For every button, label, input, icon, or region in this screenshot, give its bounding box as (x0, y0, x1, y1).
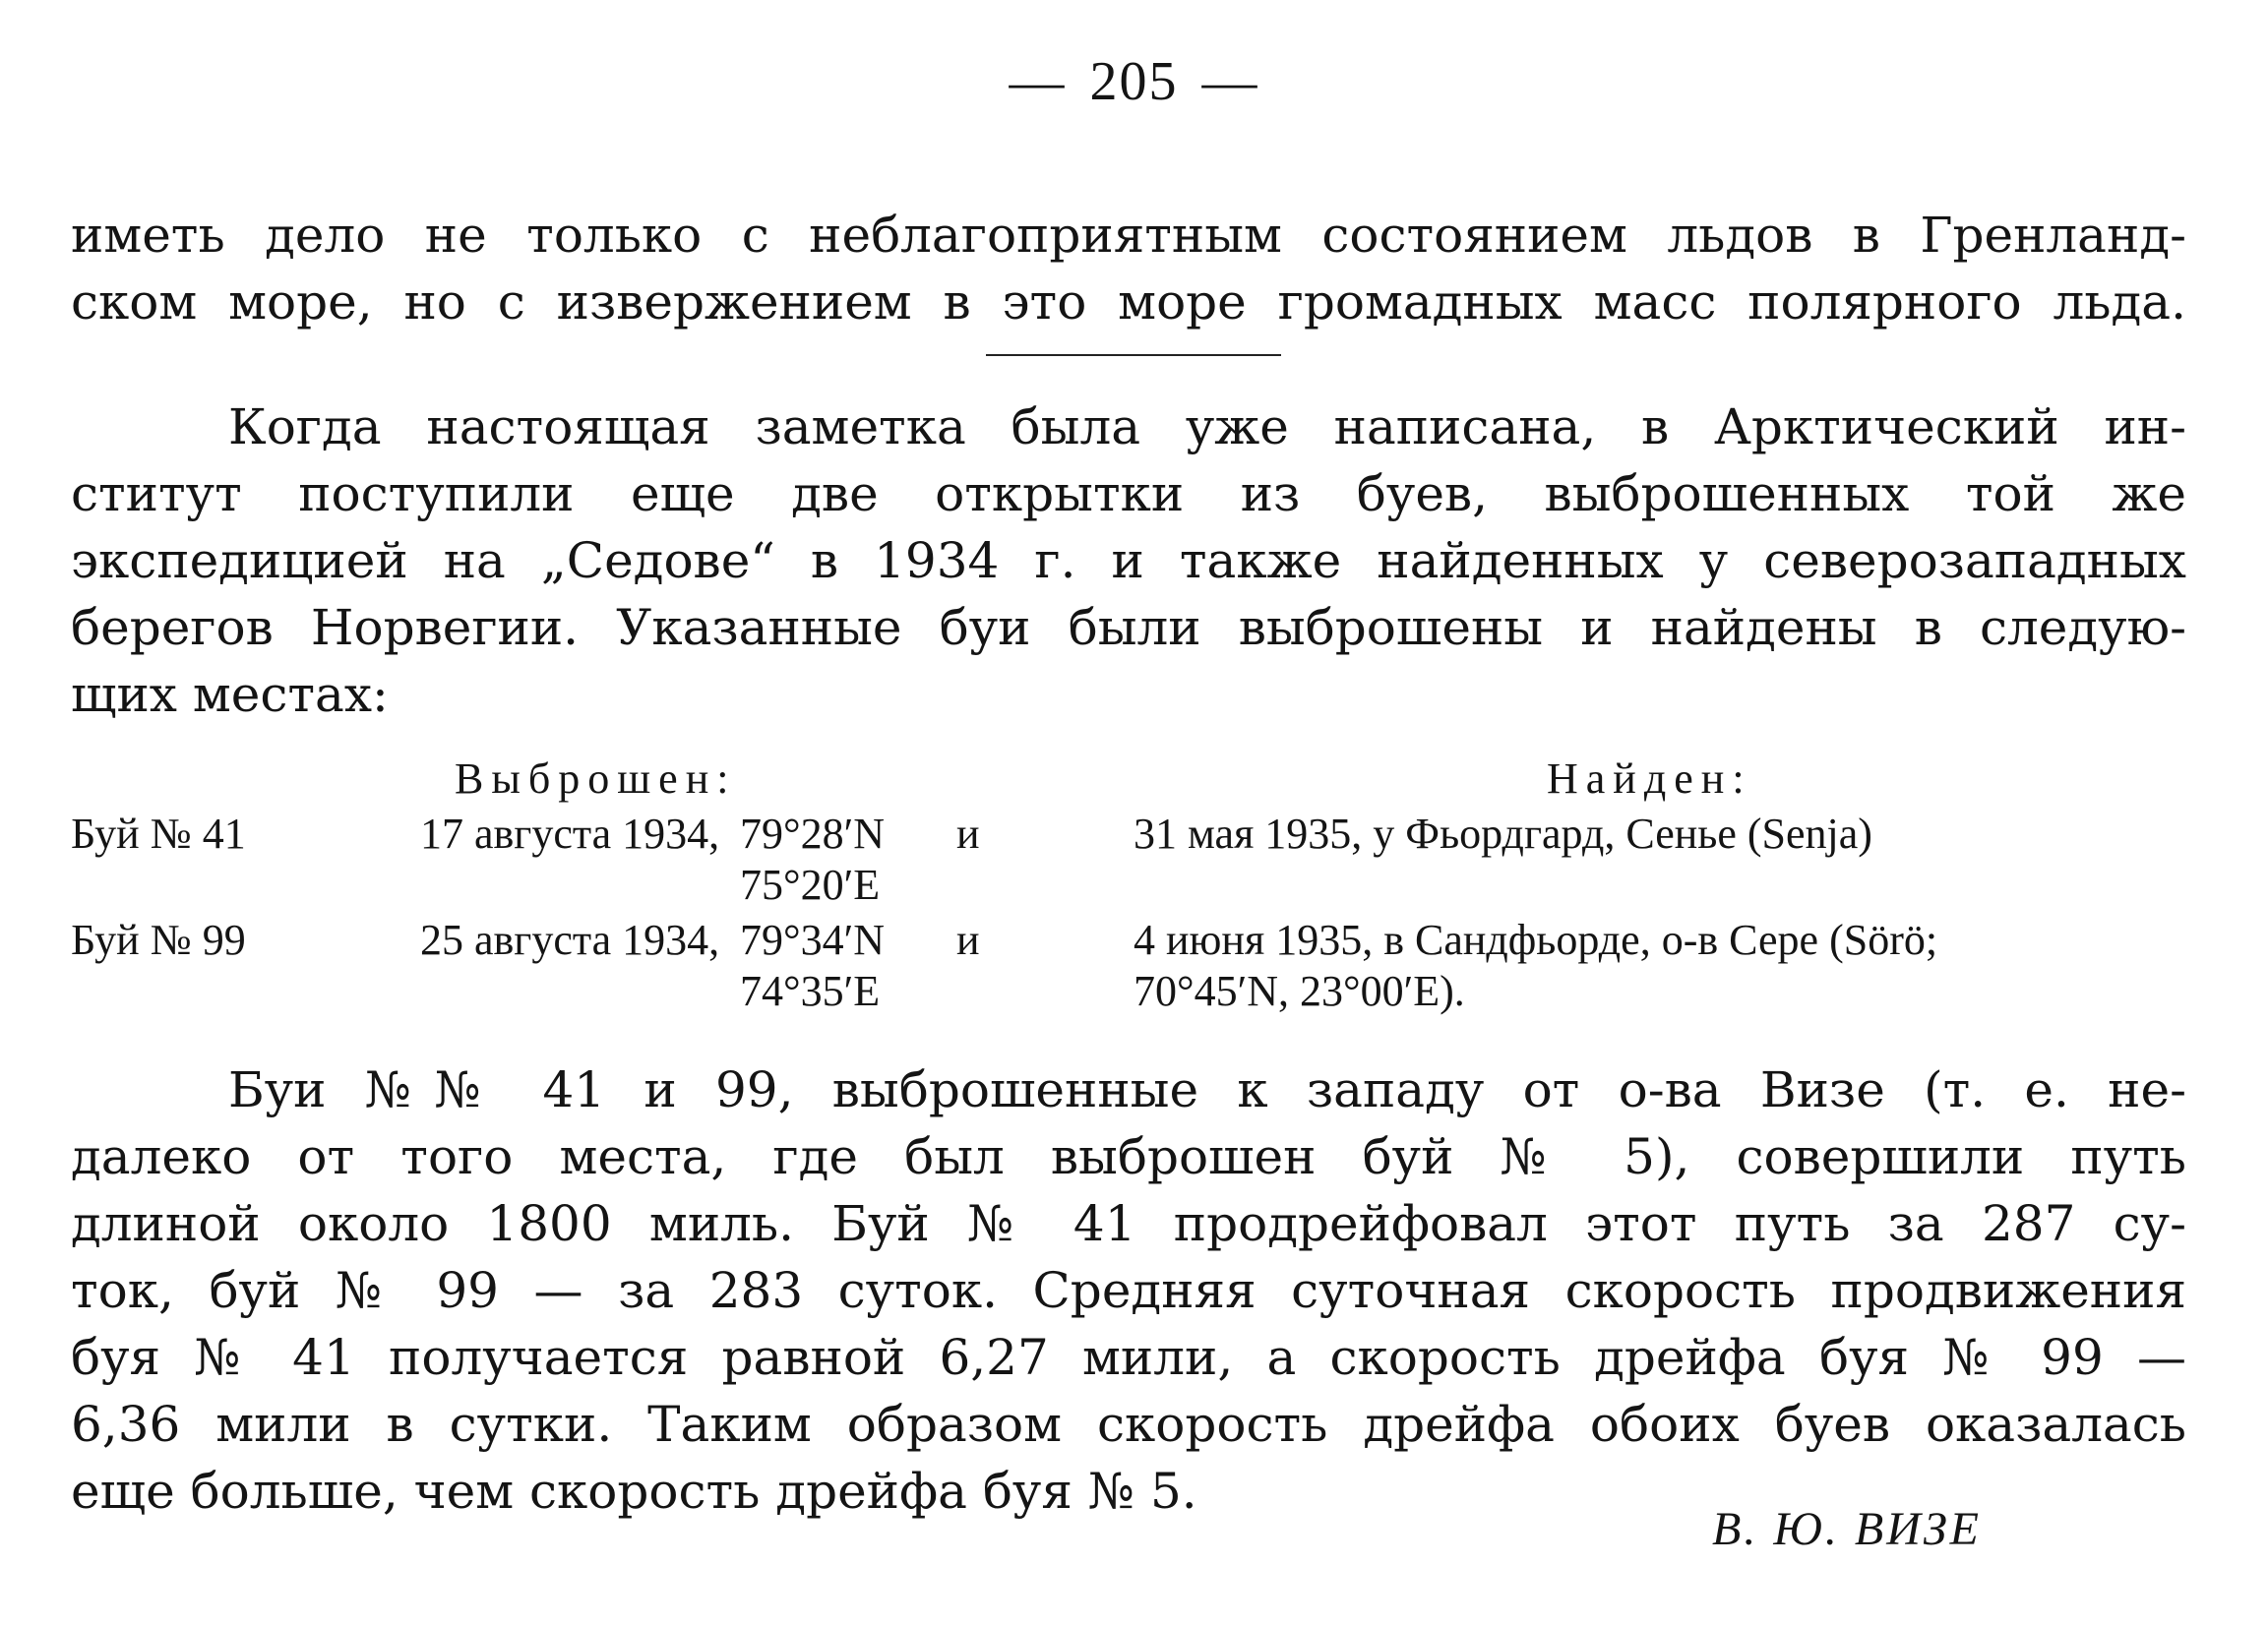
conjunction: и (956, 916, 980, 964)
header-dash-right: — (1201, 51, 1259, 112)
page-number: 205 (1089, 51, 1179, 112)
thrown-longitude: 75°20′E (740, 861, 881, 909)
table-row (71, 915, 2186, 1023)
section-divider (986, 354, 1281, 356)
text-line: еще больше, чем скорость дрейфа буя № 5. (71, 1463, 1197, 1520)
column-header-thrown: Выброшен: (455, 754, 737, 803)
text-line: щих местах: (71, 666, 389, 723)
text-line: ститут поступили еще две открытки из буев, выброшенных той же (71, 465, 2186, 522)
paragraph-1 (71, 393, 2186, 728)
text-line: буя № 41 получается равной 6,27 мили, а скорость дрейфа буя № 99 — (71, 1329, 2186, 1386)
thrown-date: 25 августа 1934, (420, 916, 720, 964)
text-line: длиной около 1800 миль. Буй № 41 продрейфовал этот путь за 287 су- (71, 1195, 2186, 1252)
text-line: Когда настоящая заметка была уже написана, в Арктический ин- (228, 398, 2186, 455)
header-dash-left: — (1009, 51, 1067, 112)
paragraph-2 (71, 1056, 2186, 1525)
thrown-longitude: 74°35′E (740, 967, 881, 1015)
conjunction: и (956, 810, 980, 858)
intro-paragraph (71, 202, 2186, 335)
text-line: Буи №№ 41 и 99, выброшенные к западу от о-ва Визе (т. е. не- (228, 1061, 2186, 1118)
column-header-found: Найден: (1547, 754, 1752, 803)
found-info: 31 мая 1935, у Фьордгард, Сенье (Senja) (1134, 810, 1872, 858)
buoy-id: Буй № 99 (71, 916, 246, 964)
author-signature: В. Ю. ВИЗЕ (1712, 1503, 1982, 1555)
found-info: 4 июня 1935, в Сандфьорде, о-в Сере (Sörö; (1134, 916, 1938, 964)
buoy-id: Буй № 41 (71, 810, 246, 858)
thrown-latitude: 79°28′N (740, 810, 885, 858)
thrown-date: 17 августа 1934, (420, 810, 720, 858)
thrown-latitude: 79°34′N (740, 916, 885, 964)
text-line: далеко от того места, где был выброшен буй № 5), совершили путь (71, 1128, 2186, 1185)
text-line: экспедицией на „Седове“ в 1934 г. и также найденных у северозападных (71, 532, 2186, 589)
text-line: ском море, но с извержением в это море громадных масс полярного льда. (71, 273, 2186, 331)
text-line: ток, буй № 99 — за 283 суток. Средняя суточная скорость продвижения (71, 1262, 2186, 1319)
text-line: иметь дело не только с неблагоприятным состоянием льдов в Гренланд- (71, 207, 2186, 264)
found-coordinates: 70°45′N, 23°00′E). (1134, 967, 1465, 1015)
table-row (71, 809, 2186, 917)
text-line: 6,36 мили в сутки. Таким образом скорость дрейфа обоих буев оказалась (71, 1396, 2186, 1453)
page-header (0, 47, 2268, 116)
text-line: берегов Норвегии. Указанные буи были выброшены и найдены в следую- (71, 599, 2186, 656)
